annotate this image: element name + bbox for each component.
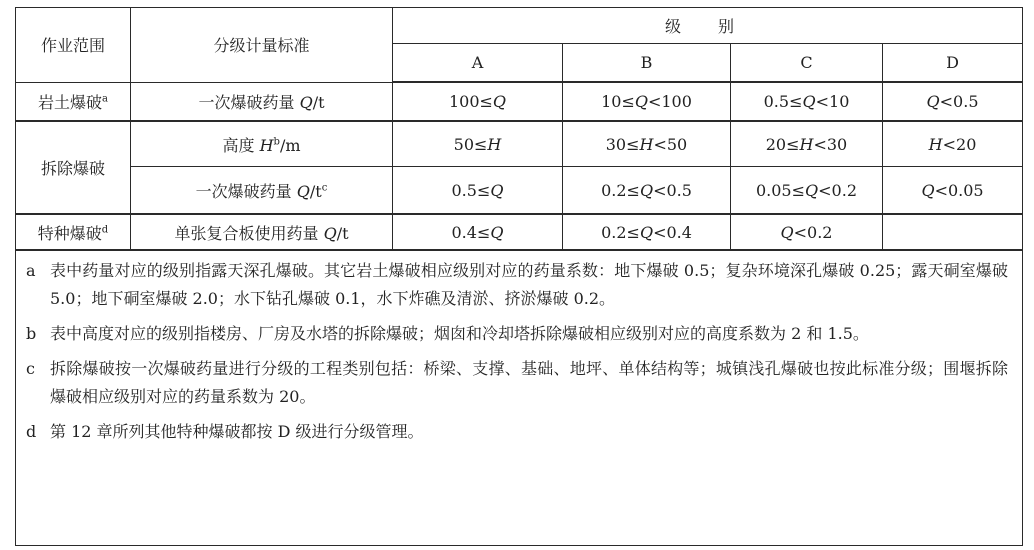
criterion-pre: 高度 H <box>222 135 274 155</box>
value-c: 0.05≤Q<0.2 <box>731 167 883 215</box>
note-text: 第 12 章所列其他特种爆破都按 D 级进行分级管理。 <box>50 422 424 441</box>
header-row-1 <box>16 8 1023 44</box>
notes-cell <box>16 250 1023 546</box>
row-rock-blasting <box>16 82 1023 121</box>
scope-cell <box>16 82 131 121</box>
value-a: 100≤Q <box>393 82 563 121</box>
note-mark: b <box>26 324 37 343</box>
scope-label: 岩土爆破 <box>38 92 103 112</box>
row-special-blasting <box>16 214 1023 250</box>
criterion-cell: 单张复合板使用药量 Q/t <box>131 214 393 250</box>
value-b: 0.2≤Q<0.5 <box>563 167 731 215</box>
row-demolition-charge <box>16 167 1023 215</box>
scope-cell <box>16 214 131 250</box>
footnote-mark: b <box>273 136 280 148</box>
criterion-cell <box>131 167 393 215</box>
note-c <box>26 355 1008 411</box>
value-b: 10≤Q<100 <box>563 82 731 121</box>
criterion-cell: 一次爆破药量 Q/t <box>131 82 393 121</box>
footnote-mark: c <box>321 182 328 194</box>
value-d: Q<0.05 <box>883 167 1023 215</box>
scope-cell: 拆除爆破 <box>16 121 131 214</box>
note-mark: a <box>26 261 36 280</box>
scope-label: 特种爆破 <box>37 223 102 243</box>
criterion-post: /m <box>279 135 301 155</box>
notes-row <box>16 250 1023 546</box>
note-text: 拆除爆破按一次爆破药量进行分级的工程类别包括：桥梁、支撑、基础、地坪、单体结构等；城镇浅孔爆破也按此标准分级；围堰拆除爆破相应级别对应的药量系数为 20。 <box>50 359 1009 406</box>
value-b: 0.2≤Q<0.4 <box>563 214 731 250</box>
header-level: 级 别 <box>393 8 1023 44</box>
value-a: 0.4≤Q <box>393 214 563 250</box>
header-scope: 作业范围 <box>16 8 131 83</box>
note-mark: c <box>26 359 35 378</box>
note-text: 表中药量对应的级别指露天深孔爆破。其它岩土爆破相应级别对应的药量系数：地下爆破 0.5；复杂环境深孔爆破 0.25；露天硐室爆破 5.0；地下硐室爆破 2.0；水下钻孔爆破 0.1，水下炸礁及清淤、挤淤爆破 0.2。 <box>50 261 1009 308</box>
header-grade-a: A <box>393 44 563 83</box>
header-grade-d: D <box>883 44 1023 83</box>
row-demolition-height <box>16 121 1023 167</box>
value-d <box>883 214 1023 250</box>
value-c: 20≤H<30 <box>731 121 883 167</box>
note-a <box>26 257 1008 313</box>
value-d: Q<0.5 <box>883 82 1023 121</box>
value-c: Q<0.2 <box>731 214 883 250</box>
footnote-mark: a <box>102 93 108 105</box>
footnote-mark: d <box>101 224 109 236</box>
value-d: H<20 <box>883 121 1023 167</box>
value-b: 30≤H<50 <box>563 121 731 167</box>
note-b <box>26 320 1008 348</box>
criterion-cell <box>131 121 393 167</box>
value-c: 0.5≤Q<10 <box>731 82 883 121</box>
header-grade-b: B <box>563 44 731 83</box>
value-a: 0.5≤Q <box>393 167 563 215</box>
note-mark: d <box>26 422 37 441</box>
criterion-label: 一次爆破药量 Q/t <box>195 181 322 201</box>
note-d <box>26 418 1008 446</box>
note-text: 表中高度对应的级别指楼房、厂房及水塔的拆除爆破；烟囱和冷却塔拆除爆破相应级别对应的高度系数为 2 和 1.5。 <box>50 324 869 343</box>
header-criterion: 分级计量标准 <box>131 8 393 83</box>
value-a: 50≤H <box>393 121 563 167</box>
blasting-grade-table <box>15 7 1023 546</box>
header-grade-c: C <box>731 44 883 83</box>
